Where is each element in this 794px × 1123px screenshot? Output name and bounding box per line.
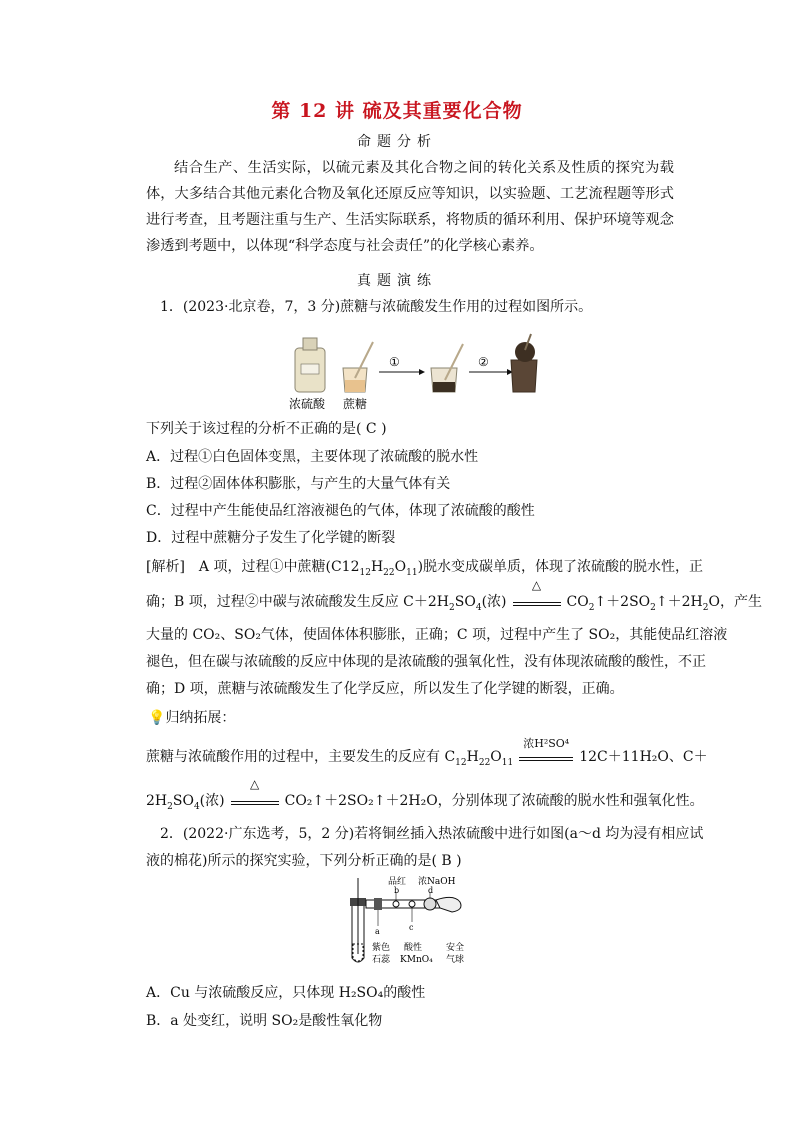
explain-line-2: 确；B 项，过程②中碳与浓硫酸发生反应 $C+2H_2SO_4$(浓) △ $CO_2↑+2SO_2↑+2H_2O$，产生 (146, 578, 762, 613)
q1-option-b: B．过程②固体体积膨胀，与产生的大量气体有关 (146, 476, 451, 492)
label-ball-2: 气球 (446, 955, 465, 965)
q2-option-b: B．a 处变红，说明 SO₂是酸性氧化物 (146, 1013, 383, 1029)
expand-heading: 💡归纳拓展： (148, 710, 236, 726)
cotton-d (424, 898, 436, 910)
page-title: 第 12 讲 硫及其重要化合物 (271, 100, 523, 122)
sugar-label: 蔗糖 (343, 397, 368, 410)
label-b: b (394, 886, 400, 895)
sugar-beaker-icon (343, 342, 373, 392)
q2-option-a: A．Cu 与浓硫酸反应，只体现 H₂SO₄的酸性 (146, 985, 426, 1001)
cotton-a (374, 898, 382, 910)
analysis-heading: 命题分析 (357, 134, 437, 150)
label-c: c (409, 923, 414, 932)
q2-stem-2: 液的棉花)所示的探究实验，下列分析正确的是( B ) (146, 853, 462, 869)
safety-balloon-icon (436, 897, 461, 912)
practice-heading: 真题演练 (357, 273, 437, 289)
q1-option-d: D．过程中蔗糖分子发生了化学键的断裂 (146, 530, 396, 546)
explain-line-4: 褪色，但在碳与浓硫酸的反应中体现的是浓硫酸的强氧化性，没有体现浓硫酸的酸性，不正 (146, 654, 706, 670)
q1-option-a: A．过程①白色固体变黑，主要体现了浓硫酸的脱水性 (146, 449, 479, 465)
q2-figure (344, 874, 494, 970)
q1-stem: 1．(2023·北京卷，7，3 分)蔗糖与浓硫酸发生作用的过程如图所示。 (160, 299, 593, 315)
acid-bottle-icon (295, 338, 325, 392)
explain-line-3: 大量的 CO₂、SO₂气体，使固体体积膨胀，正确；C 项，过程中产生了 SO₂，其能使品红溶液 (146, 627, 728, 643)
lightbulb-icon: 💡 (148, 710, 166, 726)
acid-label: 浓硫酸 (289, 397, 326, 410)
analysis-text: 结合生产、生活实际，以硫元素及其化合物之间的转化关系及性质的探究为载体，大多结合其他元素化合物及氧化还原反应等知识，以实验题、工艺流程题等形式进行考查，且考题注重与生产、生活实际联系，将物质的循环利用、保护环境等观念渗透到考题中，以体现“科学态度与社会责任”的化学核心素养。 (146, 160, 674, 254)
label-kmno-1: 酸性 (404, 943, 423, 953)
cotton-c (409, 901, 415, 907)
test-tube-icon (350, 878, 366, 962)
label-d: d (428, 886, 434, 895)
label-litmus-1: 紫色 (372, 943, 391, 953)
label-pinhong: 品红 (388, 877, 407, 887)
expanded-beaker-icon (511, 334, 537, 392)
label-a: a (375, 927, 380, 936)
label-kmno-2: KMnO₄ (400, 955, 433, 965)
label-naoh: 浓NaOH (418, 877, 456, 887)
q2-stem-1: 2．(2022·广东选考，5，2 分)若将铜丝插入热浓硫酸中进行如图(a～d 均为浸有相应试 (160, 826, 704, 842)
q1-prompt: 下列关于该过程的分析不正确的是( C ) (146, 421, 387, 437)
q1-figure (285, 330, 565, 410)
q1-option-c: C．过程中产生能使品红溶液褪色的气体，体现了浓硫酸的酸性 (146, 503, 535, 519)
explain-line-5: 确；D 项，蔗糖与浓硫酸发生了化学反应，所以发生了化学键的断裂，正确。 (146, 681, 624, 697)
black-beaker-icon (431, 344, 463, 392)
expand-line-1: 蔗糖与浓硫酸作用的过程中，主要发生的反应有 $C_{12}H_{22}O_{11}$ 浓H²SO⁴ 12C＋11H₂O、C＋ (146, 737, 708, 768)
label-litmus-2: 石蕊 (372, 955, 391, 965)
cotton-b (393, 901, 399, 907)
explain-line-1: [解析] A 项，过程①中蔗糖$(C12_{12}H_{22}O_{11})$脱水变成碳单质，体现了浓硫酸的脱水性，正 (146, 559, 704, 578)
step1-label: ① (389, 355, 400, 369)
label-ball-1: 安全 (446, 943, 465, 953)
expand-line-2: $2H_2SO_4$(浓) △ CO₂↑＋2SO₂↑＋2H₂O，分别体现了浓硫酸的脱水性和强氧化性。 (146, 777, 704, 812)
step2-label: ② (478, 355, 489, 369)
